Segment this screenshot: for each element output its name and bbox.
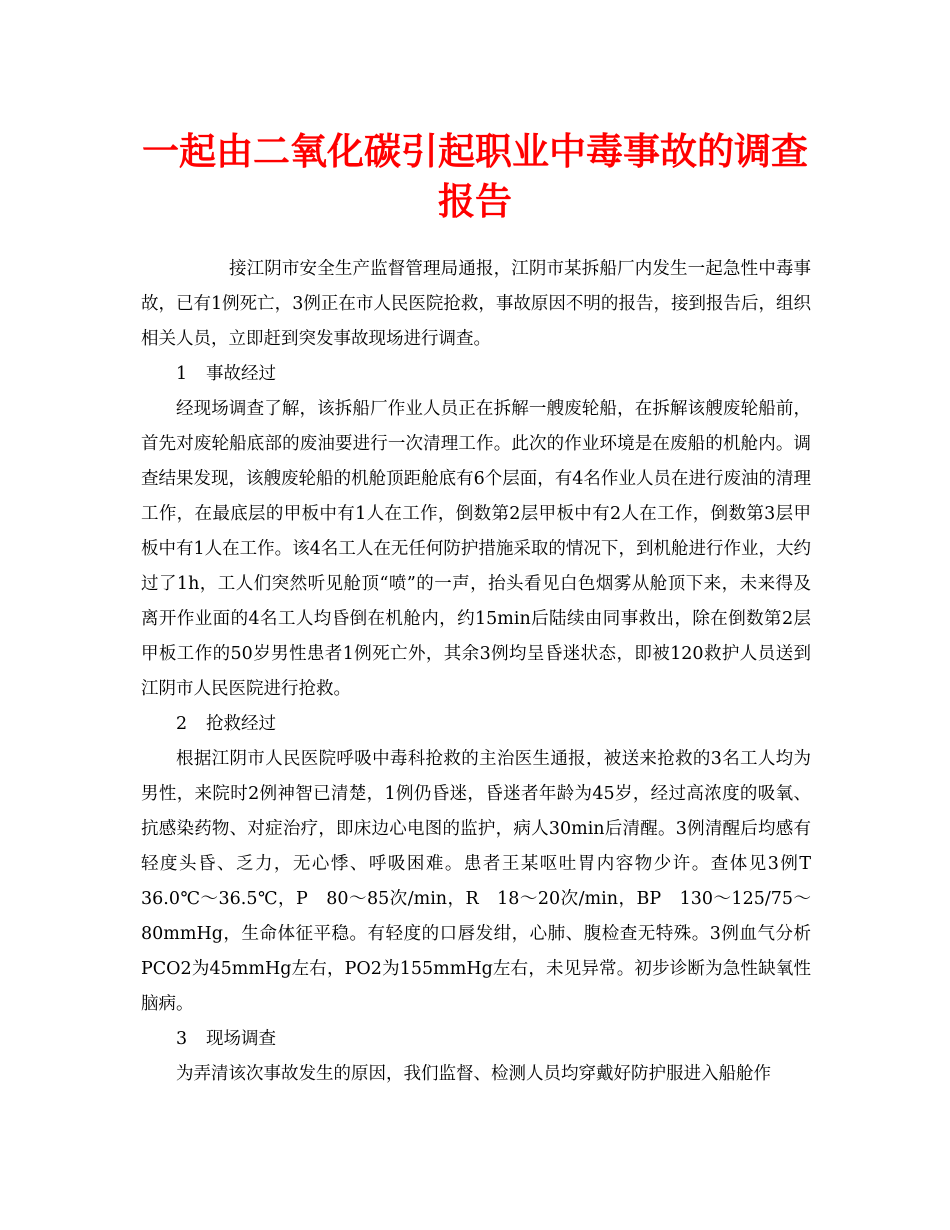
section-number: 2 <box>176 714 188 734</box>
section-title: 抢救经过 <box>206 714 276 734</box>
section-2-paragraph: 根据江阴市人民医院呼吸中毒科抢救的主治医生通报，被送来抢救的3名工人均为男性，来院时2例神智已清楚，1例仍昏迷，昏迷者年龄为45岁，经过高浓度的吸氧、抗感染药物、对症治疗，即床边心电图的监护，病人30min后清醒。3例清醒后均感有轻度头昏、乏力，无心悸、呼吸困难。患者王某呕吐胃内容物少许。查体见3例T 36.0℃～36.5℃，P 80～85次/min，R 18～20次/min，BP 130～125/75～80mmHg，生命体征平稳。有轻度的口唇发绀，心肺、腹检查无特殊。3例血气分析PCO2为45mmHg左右，PO2为155mmHg左右，未见异常。初步诊断为急性缺氧性脑病。 <box>141 749 829 1014</box>
section-heading-2 <box>141 707 811 742</box>
section-number: 3 <box>176 1029 188 1049</box>
document-title: 一起由二氧化碳引起职业中毒事故的调查报告 <box>142 129 808 223</box>
section-heading-3 <box>141 1022 811 1057</box>
section-1-paragraph: 经现场调查了解，该拆船厂作业人员正在拆解一艘废轮船，在拆解该艘废轮船前，首先对废轮船底部的废油要进行一次清理工作。此次的作业环境是在废船的机舱内。调查结果发现，该艘废轮船的机舱顶距舱底有6个层面，有4名作业人员在进行废油的清理工作，在最底层的甲板中有1人在工作，倒数第2层甲板中有2人在工作，倒数第3层甲板中有1人在工作。该4名工人在无任何防护措施采取的情况下，到机舱进行作业，大约过了1h，工人们突然听见舱顶“喷”的一声，抬头看见白色烟雾从舱顶下来，未来得及离开作业面的4名工人均昏倒在机舱内，约15min后陆续由同事救出，除在倒数第2层甲板工作的50岁男性患者1例死亡外，其余3例均呈昏迷状态，即被120救护人员送到江阴市人民医院进行抢救。 <box>141 399 811 699</box>
section-number: 1 <box>176 364 188 384</box>
intro-paragraph: 接江阴市安全生产监督管理局通报，江阴市某拆船厂内发生一起急性中毒事故，已有1例死亡，3例正在市人民医院抢救，事故原因不明的报告，接到报告后，组织相关人员，立即赶到突发事故现场进行调查。 <box>141 259 811 349</box>
section-heading-1 <box>141 357 811 392</box>
section-3-paragraph: 为弄清该次事故发生的原因，我们监督、检测人员均穿戴好防护服进入船舱作 <box>176 1064 771 1084</box>
document-body <box>141 252 829 1092</box>
section-title: 事故经过 <box>206 364 276 384</box>
section-title: 现场调查 <box>206 1029 276 1049</box>
